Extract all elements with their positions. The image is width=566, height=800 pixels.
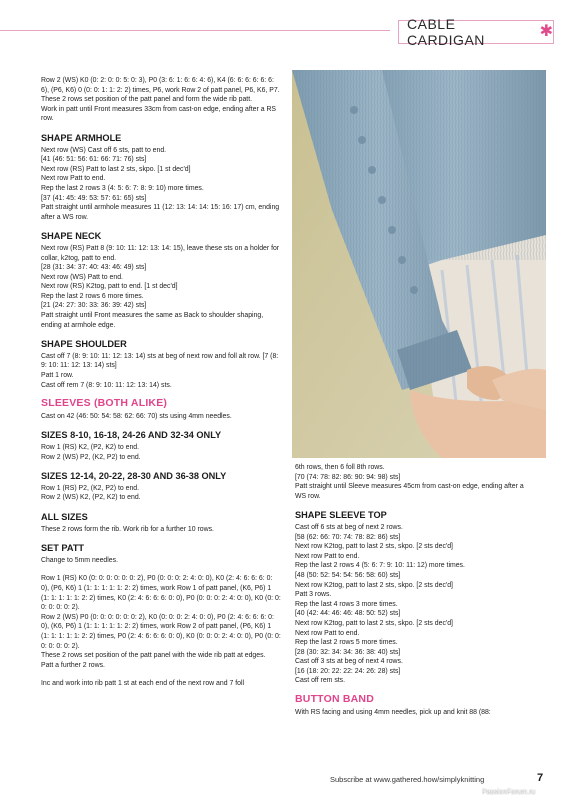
pattern-text: Inc and work into rib patt 1 st at each end of the next row and 7 foll: [41, 680, 245, 688]
pattern-text: Rep the last 2 rows 4 (5: 6: 7: 9: 10: 11: 12) more times.: [295, 562, 465, 570]
watermark: PassionForum.ru: [482, 789, 536, 796]
sizes-heading: SIZES 12-14, 20-22, 28-30 AND 36-38 ONLY: [41, 471, 227, 482]
pattern-text: [16 (18: 20: 22: 22: 24: 26: 28) sts]: [295, 667, 401, 675]
right-column: [295, 463, 527, 717]
pattern-text: These 2 rows form the rib. Work rib for a further 10 rows.: [41, 525, 214, 533]
pattern-text: Rep the last 2 rows 5 more times.: [295, 639, 398, 647]
sleeve-photo-illustration: [292, 70, 546, 458]
pattern-text: Row 1 (RS) K0 (0: 0: 0: 0: 0: 0: 2), P0 (0: 0: 0: 2: 4: 0: 0), K0 (2: 4: 6: 6: 6: 0: 0), (P6, K6) 1 (1: 1: 1: 1: 1: 2: 2) times, work Row 1 of patt panel, (K6, P6) 1 (1: 1: 1: 1: 1: 2: 2) times, K0 (2: 4: 6: 6: 6: 0: 0), P0 (0: 0: 0: 2: 4: 0: 0), K0 (0: 0: 0: 0: 0: 0: 2).: [41, 575, 281, 612]
pattern-text: [70 (74: 78: 82: 86: 90: 94: 98) sts]: [295, 473, 401, 481]
pattern-text: Next row (WS) Cast off 6 sts, patt to end.: [41, 146, 167, 154]
sleeves-heading: SLEEVES (BOTH ALIKE): [41, 397, 168, 410]
pattern-text: These 2 rows set position of the patt panel with the wide rib patt at edges.: [41, 652, 266, 660]
pattern-text: Row 1 (RS) K2, (P2, K2) to end.: [41, 444, 140, 451]
pattern-text: Cast off 7 (8: 9: 10: 11: 12: 13: 14) sts at beg of next row and foll alt row. [7 (8: 9: 10: 11: 12: 13: 14) sts]: [41, 352, 279, 370]
sleeve-photo: [292, 70, 546, 458]
pattern-text: Patt 3 rows.: [295, 591, 332, 599]
section-heading: SHAPE ARMHOLE: [41, 132, 122, 143]
pattern-text: [28 (31: 34: 37: 40: 43: 46: 49) sts]: [41, 264, 147, 272]
pattern-text: Cast on 42 (46: 50: 54: 58: 62: 66: 70) sts using 4mm needles.: [41, 412, 232, 420]
header-rule: [0, 30, 390, 31]
pattern-text: [21 (24: 27: 30: 33: 36: 39: 42) sts]: [41, 302, 147, 310]
section-heading: ALL SIZES: [41, 511, 88, 522]
asterisk-flower-icon: ✱: [539, 23, 553, 40]
pattern-text: [41 (46: 51: 56: 61: 66: 71: 76) sts]: [41, 156, 147, 164]
page-number: 7: [537, 772, 544, 784]
pattern-text: Change to 5mm needles.: [41, 556, 118, 564]
pattern-text: [58 (62: 66: 70: 74: 78: 82: 86) sts]: [295, 533, 401, 541]
section-header: [398, 16, 554, 48]
pattern-text: Cast off 3 sts at beg of next 4 rows.: [295, 658, 403, 666]
pattern-text: Next row K2tog, patt to last 2 sts, skpo. [2 sts dec'd]: [295, 543, 453, 551]
pattern-text: [28 (30: 32: 34: 34: 36: 38: 40) sts]: [295, 648, 401, 656]
pattern-text: Cast off rem 7 (8: 9: 10: 11: 12: 13: 14) sts.: [41, 381, 172, 389]
pattern-text: Rep the last 2 rows 6 more times.: [41, 292, 144, 300]
section-heading: SHAPE NECK: [41, 231, 102, 242]
pattern-text: Patt straight until armhole measures 11 (12: 13: 14: 14: 15: 16: 17) cm, ending after a WS row.: [41, 204, 280, 221]
pattern-text: Next row Patt to end.: [295, 552, 360, 560]
section-heading: SHAPE SLEEVE TOP: [295, 510, 387, 521]
section-heading: SHAPE SHOULDER: [41, 339, 127, 350]
pattern-text: Row 2 (WS) K2, (P2, K2) to end.: [41, 494, 141, 502]
pattern-text: Rep the last 2 rows 3 (4: 5: 6: 7: 8: 9: 10) more times.: [41, 184, 204, 192]
pattern-text: Row 1 (RS) P2, (K2, P2) to end.: [41, 484, 140, 492]
pattern-text: [48 (50: 52: 54: 54: 56: 58: 60) sts]: [295, 571, 401, 579]
pattern-text: Next row (WS) Patt to end.: [41, 273, 123, 281]
pattern-text: Patt a further 2 rows.: [41, 661, 105, 669]
pattern-text: Next row K2tog, patt to last 2 sts, skpo. [2 sts dec'd]: [295, 619, 453, 627]
pattern-text: Next row Patt to end.: [295, 629, 360, 637]
section-heading: SET PATT: [41, 543, 85, 554]
pattern-text: Cast off rem sts.: [295, 677, 346, 685]
pattern-text: Next row (RS) Patt to last 2 sts, skpo. [1 st dec'd]: [41, 165, 191, 173]
pattern-text: Patt straight until Front measures the same as Back to shoulder shaping, ending at armhole edge.: [41, 312, 264, 329]
pattern-text: Row 2 (WS) P2, (K2, P2) to end.: [41, 453, 141, 461]
pattern-text: [40 (42: 44: 46: 46: 48: 50: 52) sts]: [295, 610, 401, 618]
left-column: [41, 76, 281, 689]
section-title: CABLE CARDIGAN: [407, 16, 485, 48]
subscribe-footer[interactable]: Subscribe at www.gathered.how/simplyknitting: [330, 775, 485, 784]
pattern-text: Work in patt until Front measures 33cm from cast-on edge, ending after a RS row.: [41, 105, 277, 123]
button-band-heading: BUTTON BAND: [295, 693, 375, 706]
pattern-text: Row 2 (WS) K0 (0: 2: 0: 0: 5: 0: 3), P0 (3: 6: 1: 6: 6: 4: 6), K4 (6: 6: 6: 6: 6: 6: 6), (P6, K6) 0 (0: 0: 1: 1: 2: 2) times, P6, work Row 2 of patt panel, P6, K6, P7.: [41, 77, 280, 94]
pattern-text: These 2 rows set position of the patt panel and form the wide rib patt.: [41, 96, 253, 104]
pattern-text: [37 (41: 45: 49: 53: 57: 61: 65) sts]: [41, 194, 147, 202]
pattern-text: Patt 1 row.: [41, 372, 74, 380]
pattern-text: With RS facing and using 4mm needles, pick up and knit 88 (88:: [295, 708, 491, 716]
pattern-text: Next row (RS) K2tog, patt to end. [1 st dec'd]: [41, 283, 178, 291]
sizes-heading: SIZES 8-10, 16-18, 24-26 AND 32-34 ONLY: [41, 430, 222, 441]
pattern-text: Next row K2tog, patt to last 2 sts, skpo. [2 sts dec'd]: [295, 581, 453, 589]
pattern-text: Patt straight until Sleeve measures 45cm from cast-on edge, ending after a WS row.: [295, 483, 524, 500]
pattern-text: Rep the last 4 rows 3 more times.: [295, 600, 398, 608]
pattern-text: Row 2 (WS) P0 (0: 0: 0: 0: 0: 0: 2), K0 (0: 0: 0: 2: 4: 0: 0), P0 (2: 4: 6: 6: 6: 0: 0), (K6, P6) 1 (1: 1: 1: 1: 1: 2: 2) times, work Row 2 of patt panel, (P6, K6) 1 (1: 1: 1: 1: 1: 2: 2) times, P0 (2: 4: 6: 6: 6: 0: 0), K0 (0: 0: 0: 2: 4: 0: 0), P0 (0: 0: 0: 0: 0: 0: 2).: [41, 613, 281, 650]
pattern-text: 6th rows, then 6 foll 8th rows.: [295, 464, 385, 471]
pattern-text: Next row (RS) Patt 8 (9: 10: 11: 12: 13: 14: 15), leave these sts on a holder for collar, k2tog, patt to end.: [41, 244, 280, 262]
pattern-text: Next row Patt to end.: [41, 175, 106, 183]
pattern-text: Cast off 6 sts at beg of next 2 rows.: [295, 523, 403, 531]
